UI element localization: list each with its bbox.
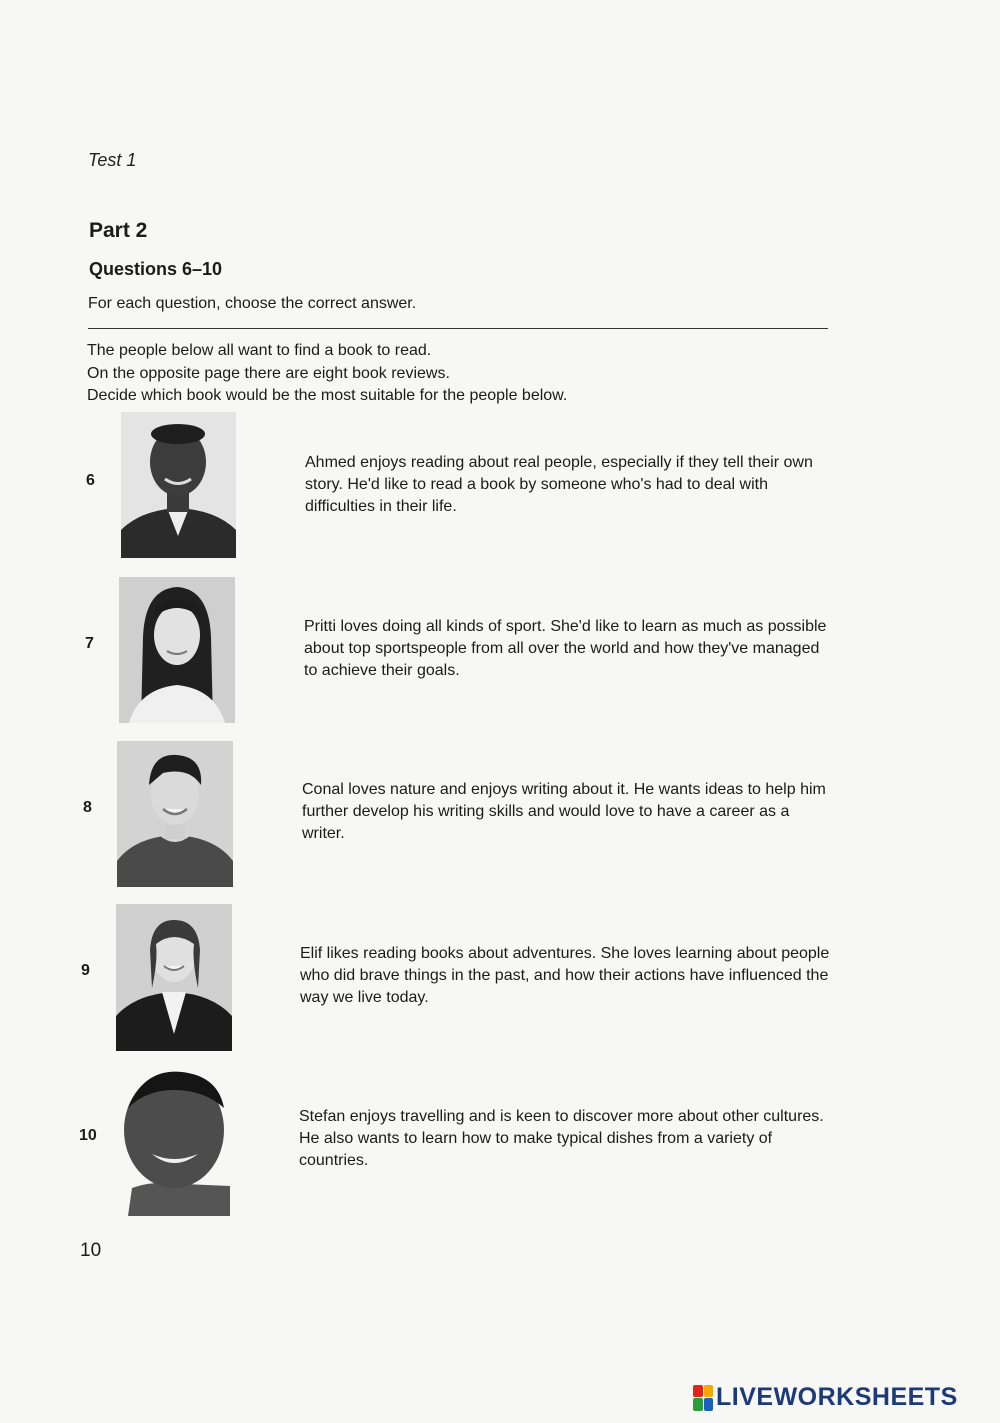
question-text-8: Conal loves nature and enjoys writing about it. He wants ideas to help him further develop his writing skills and would love to have a career as a writer.	[302, 781, 826, 842]
person-photo-pritti	[119, 577, 235, 723]
test-label: Test 1	[88, 150, 137, 170]
person-photo-elif	[116, 904, 232, 1051]
part-title: Part 2	[89, 219, 148, 242]
intro-line: Decide which book would be the most suitable for the people below.	[87, 387, 568, 404]
portrait-image	[117, 741, 233, 887]
question-number-8: 8	[83, 799, 92, 816]
divider-line	[88, 328, 828, 329]
question-text-10: Stefan enjoys travelling and is keen to discover more about other cultures. He also wants to learn how to make typical dishes from a variety of countries.	[299, 1108, 824, 1169]
intro-line: On the opposite page there are eight book reviews.	[87, 364, 450, 382]
person-photo-ahmed	[121, 412, 236, 558]
portrait-image	[116, 904, 232, 1051]
portrait-image	[114, 1068, 230, 1216]
question-number-7: 7	[85, 635, 94, 652]
questions-title: Questions 6–10	[89, 259, 223, 279]
portrait-image	[119, 577, 235, 723]
question-text-7: Pritti loves doing all kinds of sport. She'd like to learn as much as possible about top sportspeople from all over the world and how they've managed to achieve their goals.	[304, 618, 827, 679]
question-number-10: 10	[79, 1127, 97, 1144]
person-photo-stefan	[114, 1068, 230, 1216]
portrait-image	[121, 412, 236, 558]
question-number-9: 9	[81, 962, 90, 979]
page-number: 10	[80, 1240, 102, 1261]
question-text-6: Ahmed enjoys reading about real people, especially if they tell their own story. He'd like to read a book by someone who's had to deal with difficulties in their life.	[305, 454, 813, 515]
intro-line: The people below all want to find a book to read.	[87, 342, 432, 359]
brand-name: LIVEWORKSHEETS	[716, 1383, 958, 1411]
liveworksheets-logo[interactable]	[693, 1383, 958, 1412]
question-number-6: 6	[86, 472, 95, 489]
brand-grid-icon	[693, 1385, 713, 1411]
instruction-text: For each question, choose the correct answer.	[88, 295, 417, 312]
question-text-9: Elif likes reading books about adventures. She loves learning about people who did brave things in the past, and how their actions have influenced the way we live today.	[300, 945, 830, 1006]
intro-text	[87, 340, 567, 408]
person-photo-conal	[117, 741, 233, 887]
